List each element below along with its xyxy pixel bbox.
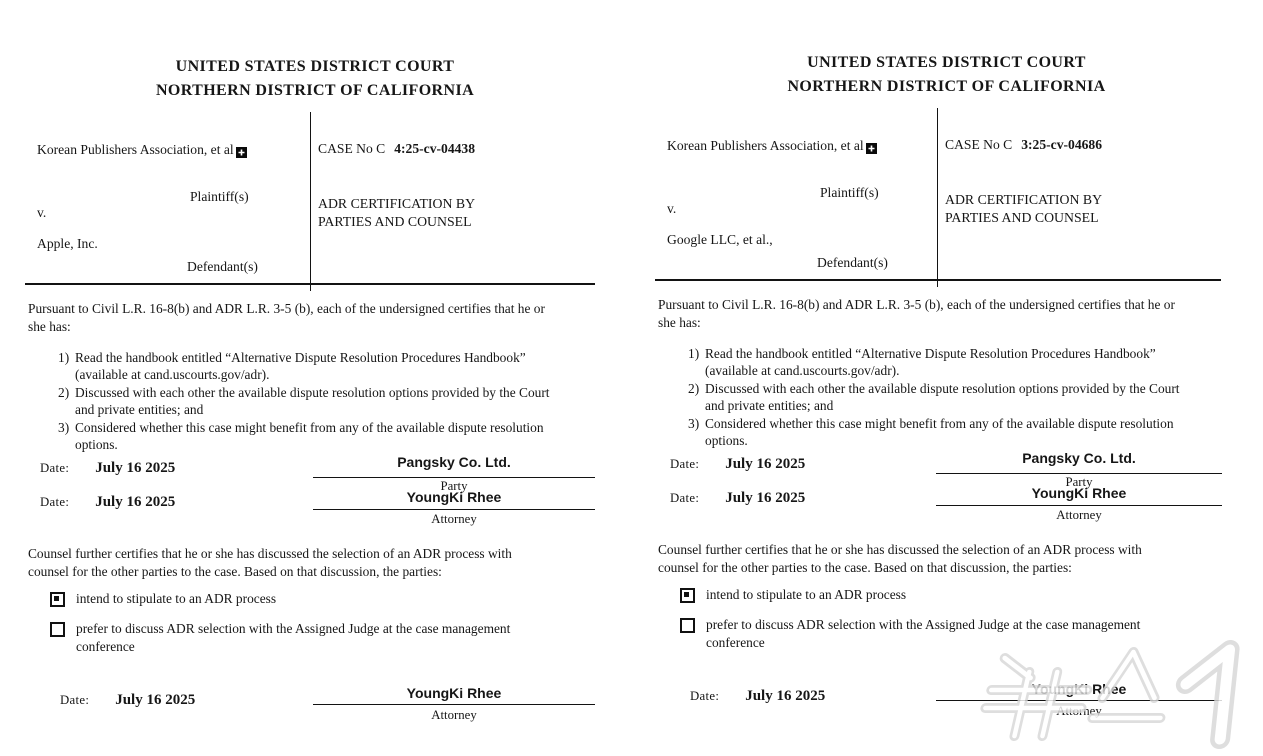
list-item-line: options.: [75, 437, 118, 453]
intro-line1: Pursuant to Civil L.R. 16-8(b) and ADR L.R. 3-5 (b), each of the undersigned certifies that he or: [658, 297, 1175, 312]
list-item-line: Considered whether this case might benefit from any of the available dispute resolution: [75, 419, 544, 435]
option-stipulate-adr: [50, 590, 276, 608]
list-item-number: 2): [58, 384, 70, 400]
court-title-line2: NORTHERN DISTRICT OF CALIFORNIA: [155, 82, 475, 99]
list-item-line: Discussed with each other the available dispute resolution options provided by the Court: [705, 380, 1180, 396]
signature-bottom-name: YoungKi Rhee: [1031, 681, 1127, 697]
document-title-line2: PARTIES AND COUNSEL: [945, 209, 1099, 225]
option-label-line1: prefer to discuss ADR selection with the Assigned Judge at the case management: [706, 617, 1141, 632]
counsel-paragraph: [658, 541, 1142, 576]
option-label-line2: conference: [76, 639, 135, 655]
checkbox-discuss-with-judge: [50, 622, 65, 637]
signature-role-attorney: Attorney: [1056, 508, 1102, 522]
list-item-number: 1): [688, 346, 700, 361]
list-item-number: 2): [688, 380, 700, 396]
date-value: July 16 2025: [725, 490, 806, 506]
versus-label: v.: [667, 201, 677, 216]
signature-bottom-name: YoungKi Rhee: [406, 685, 502, 701]
date-value: July 16 2025: [745, 688, 826, 704]
list-item-number: 3): [58, 419, 70, 435]
counsel-line2: counsel for the other parties to the case. Based on that discussion, the parties:: [28, 563, 442, 579]
signature-line: [936, 505, 1222, 506]
date-row-party: [670, 455, 805, 473]
document-title: [318, 195, 475, 230]
date-value: July 16 2025: [95, 460, 176, 476]
signature-attorney-name: YoungKi Rhee: [1031, 485, 1127, 501]
list-item-line: options.: [705, 433, 748, 449]
certification-list: [688, 345, 1180, 449]
plaintiff-text: Korean Publishers Association, et al: [37, 142, 234, 157]
date-row-attorney: [40, 493, 175, 511]
object-anchor-icon: [236, 147, 247, 158]
list-item-number: 3): [688, 415, 700, 431]
list-item-line: and private entities; and: [705, 398, 834, 414]
option-discuss-with-judge: [50, 620, 510, 656]
checkbox-discuss-with-judge: [680, 618, 695, 633]
date-row-party: [40, 459, 175, 477]
case-number: 4:25-cv-04438: [394, 141, 476, 156]
list-item-line: (available at cand.uscourts.gov/adr).: [75, 367, 270, 383]
counsel-paragraph: [28, 545, 512, 580]
counsel-line1: Counsel further certifies that he or she has discussed the selection of an ADR process with: [28, 546, 512, 561]
document-adr-certification-apple: [0, 0, 630, 756]
signature-line: [313, 704, 595, 705]
list-item: [688, 415, 1180, 450]
plaintiff-name: [37, 142, 247, 158]
intro-line2: she has:: [28, 318, 71, 334]
signature-party-name: Pangsky Co. Ltd.: [397, 454, 511, 470]
intro-line2: she has:: [658, 314, 701, 330]
date-value: July 16 2025: [115, 692, 196, 708]
list-item-line: Considered whether this case might benefit from any of the available dispute resolution: [705, 415, 1174, 431]
case-label: CASE No C: [318, 141, 386, 156]
case-number-row: [945, 137, 1102, 153]
caption-bottom-line: [655, 279, 1221, 281]
date-label: Date:: [670, 491, 700, 505]
list-item-number: 1): [58, 350, 70, 365]
date-label: Date:: [670, 457, 700, 471]
defendant-label: Defendant(s): [817, 255, 888, 270]
signature-line: [313, 509, 595, 510]
date-value: July 16 2025: [725, 456, 806, 472]
list-item-line: Discussed with each other the available dispute resolution options provided by the Court: [75, 384, 550, 400]
option-label: intend to stipulate to an ADR process: [706, 587, 907, 602]
list-item-line: Read the handbook entitled “Alternative Dispute Resolution Procedures Handbook”: [75, 350, 526, 365]
checkbox-stipulate-adr: [50, 592, 65, 607]
defendant-name: Apple, Inc.: [37, 236, 98, 251]
document-adr-certification-google: [630, 0, 1263, 752]
date-row-bottom: [60, 691, 195, 709]
court-title-line1: UNITED STATES DISTRICT COURT: [807, 54, 1086, 71]
date-label: Date:: [40, 495, 70, 509]
plaintiff-label: Plaintiff(s): [190, 189, 249, 204]
date-row-attorney: [670, 489, 805, 507]
document-title-line1: ADR CERTIFICATION BY: [945, 192, 1103, 207]
list-item-line: and private entities; and: [75, 402, 204, 418]
date-value: July 16 2025: [95, 494, 176, 510]
signature-role-bottom: Attorney: [431, 708, 477, 722]
date-label: Date:: [690, 689, 720, 703]
list-item-line: Read the handbook entitled “Alternative Dispute Resolution Procedures Handbook”: [705, 346, 1156, 361]
certification-list: [58, 349, 550, 453]
signature-attorney-name: YoungKi Rhee: [406, 489, 502, 505]
list-item: [688, 380, 1180, 415]
document-title-line1: ADR CERTIFICATION BY: [318, 196, 476, 211]
counsel-line2: counsel for the other parties to the case. Based on that discussion, the parties:: [658, 559, 1072, 575]
date-label: Date:: [40, 461, 70, 475]
court-title-line1: UNITED STATES DISTRICT COURT: [175, 58, 455, 75]
date-label: Date:: [60, 693, 90, 707]
plaintiff-text: Korean Publishers Association, et al: [667, 138, 864, 153]
list-item: [58, 384, 550, 419]
option-label-line1: prefer to discuss ADR selection with the Assigned Judge at the case management: [76, 621, 511, 636]
case-label: CASE No C: [945, 137, 1013, 152]
plaintiff-label: Plaintiff(s): [820, 185, 879, 200]
caption-divider-line: [937, 108, 938, 287]
option-label-line2: conference: [706, 635, 765, 651]
signature-role-attorney: Attorney: [431, 512, 477, 526]
list-item: [58, 349, 550, 384]
list-item: [58, 419, 550, 454]
intro-paragraph: [28, 300, 545, 335]
defendant-label: Defendant(s): [187, 259, 258, 274]
intro-paragraph: [658, 296, 1175, 331]
list-item-line: (available at cand.uscourts.gov/adr).: [705, 363, 900, 379]
counsel-line1: Counsel further certifies that he or she has discussed the selection of an ADR process with: [658, 542, 1142, 557]
caption-divider-line: [310, 112, 311, 291]
versus-label: v.: [37, 205, 47, 220]
plaintiff-name: [667, 138, 877, 154]
case-number: 3:25-cv-04686: [1021, 137, 1103, 152]
object-anchor-icon: [866, 143, 877, 154]
checkbox-stipulate-adr: [680, 588, 695, 603]
defendant-name: Google LLC, et al.,: [667, 232, 773, 247]
option-discuss-with-judge: [680, 616, 1140, 652]
intro-line1: Pursuant to Civil L.R. 16-8(b) and ADR L.R. 3-5 (b), each of the undersigned certifies that he or: [28, 301, 545, 316]
date-row-bottom: [690, 687, 825, 705]
case-number-row: [318, 141, 475, 157]
signature-party-name: Pangsky Co. Ltd.: [1022, 450, 1136, 466]
signature-role-bottom: Attorney: [1056, 704, 1102, 718]
document-title-line2: PARTIES AND COUNSEL: [318, 213, 472, 229]
option-stipulate-adr: [680, 586, 906, 604]
signature-line: [936, 700, 1222, 701]
court-title-line2: NORTHERN DISTRICT OF CALIFORNIA: [787, 78, 1106, 95]
caption-bottom-line: [25, 283, 595, 285]
document-title: [945, 191, 1102, 226]
list-item: [688, 345, 1180, 380]
signature-role-party: Party: [440, 479, 468, 493]
option-label: intend to stipulate to an ADR process: [76, 591, 277, 606]
signature-role-party: Party: [1065, 475, 1093, 489]
